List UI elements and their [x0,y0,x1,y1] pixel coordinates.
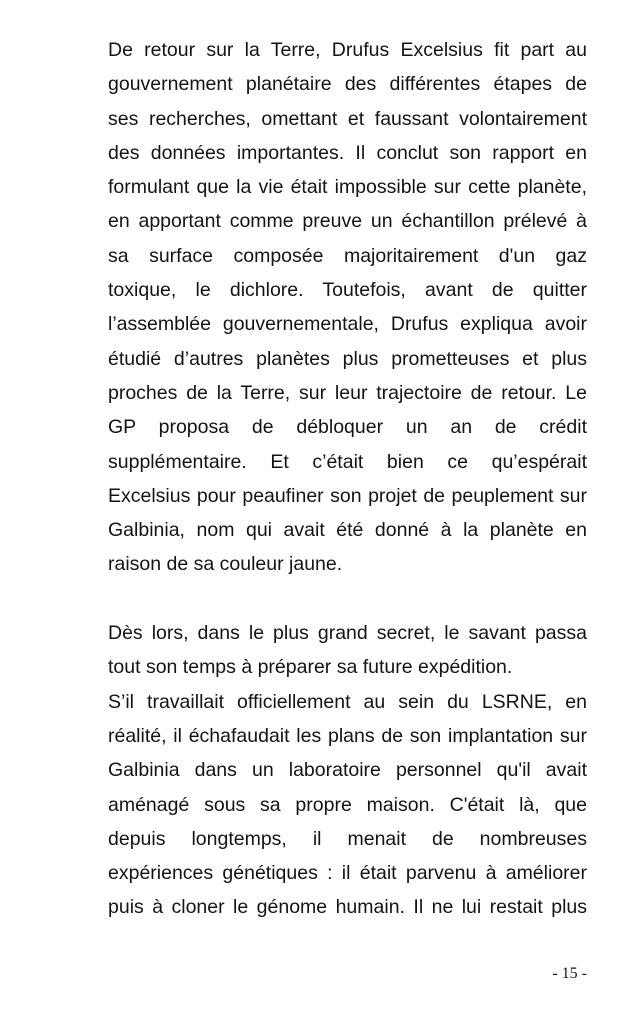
text-line: gouvernement planétaire des différentes étapes de [108,73,587,96]
paragraph-1 [108,33,587,582]
text-line: aménagé sous sa propre maison. C'était là, que [108,793,587,816]
text-line: en apportant comme preuve un échantillon prélevé à [108,210,587,233]
paragraph-3 [108,685,587,925]
text-line: toxique, le dichlore. Toutefois, avant de quitter [108,279,587,302]
body-text [108,33,587,925]
text-line: GP proposa de débloquer un an de crédit [108,416,587,439]
text-line: S’il travaillait officiellement au sein du LSRNE, en [108,690,587,713]
page-number: - 15 - [552,965,587,982]
text-line: Galbinia, nom qui avait été donné à la planète en [108,519,587,542]
text-line: des données importantes. Il conclut son rapport en [108,141,587,164]
text-line: Excelsius pour peaufiner son projet de peuplement sur [108,484,587,507]
text-line: étudié d’autres planètes plus prometteuses et plus [108,347,587,370]
paragraph-2 [108,616,587,685]
text-line: supplémentaire. Et c’était bien ce qu’espérait [108,450,587,473]
text-line: réalité, il échafaudait les plans de son implantation sur [108,724,587,747]
text-line: Dès lors, dans le plus grand secret, le savant passa [108,622,587,645]
text-line: expériences génétiques : il était parvenu à améliorer [108,862,587,885]
text-line: l’assemblée gouvernementale, Drufus expliqua avoir [108,313,587,336]
text-line: proches de la Terre, sur leur trajectoire de retour. Le [108,381,587,404]
text-line: raison de sa couleur jaune. [108,553,343,576]
text-line: tout son temps à préparer sa future expédition. [108,656,513,679]
text-line: sa surface composée majoritairement d'un gaz [108,244,587,267]
text-line: De retour sur la Terre, Drufus Excelsius fit part au [108,39,587,61]
text-line: ses recherches, omettant et faussant volontairement [108,107,587,130]
text-line: Galbinia dans un laboratoire personnel qu'il avait [108,759,587,782]
text-line: puis à cloner le génome humain. Il ne lui restait plus [108,896,587,919]
text-line: depuis longtemps, il menait de nombreuses [108,827,587,850]
text-line: formulant que la vie était impossible sur cette planète, [108,176,587,199]
